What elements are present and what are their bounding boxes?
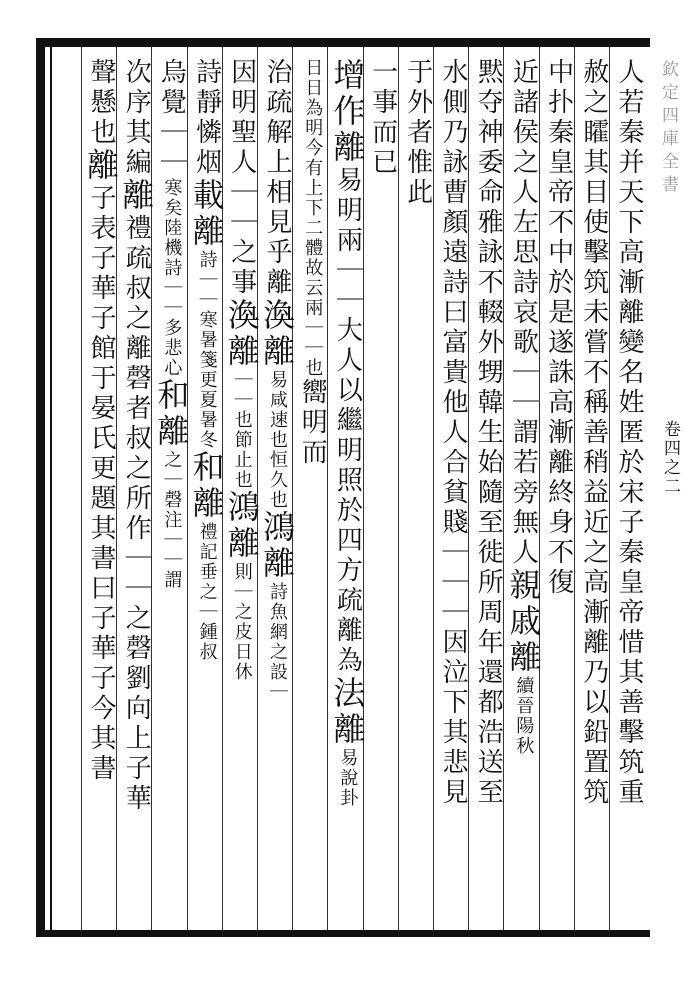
text-segment: 一事而已 xyxy=(367,58,398,178)
headword: 離 xyxy=(82,148,120,184)
text-segment: 之｜磬注｜｜謂 xyxy=(161,450,183,590)
text-column xyxy=(471,58,504,808)
text-segment: 詩靜憐烟 xyxy=(191,58,222,178)
text-segment: 易說卦 xyxy=(337,748,359,808)
text-segment: 禮記垂之｜鍾叔 xyxy=(196,522,218,662)
text-segment: 烏覺｜｜ xyxy=(156,58,187,178)
column-rule xyxy=(398,47,399,930)
text-segment: 嚮明而 xyxy=(297,378,328,468)
text-segment: 則｜之皮日休 xyxy=(231,562,253,682)
headword: 鴻離 xyxy=(222,490,261,562)
text-segment: 續晉陽秋 xyxy=(513,676,535,756)
headword: 渙離 xyxy=(258,298,296,370)
headword: 渙離 xyxy=(222,298,261,370)
headword: 和離 xyxy=(152,378,191,450)
text-column xyxy=(82,58,120,784)
text-column xyxy=(366,58,399,178)
text-segment: 治疏解上相見乎離 xyxy=(262,58,292,298)
text-column xyxy=(152,58,191,590)
text-segment: 詩｜｜寒暑箋更夏暑冬 xyxy=(196,250,218,450)
headword: 和離 xyxy=(187,450,226,522)
text-column xyxy=(222,58,261,682)
book-title-faded: 欽定四庫全書 xyxy=(658,60,678,198)
text-segment: 赦之矐其目使擊筑未嘗不稱善稍益近之高漸離乃以鉛置筑 xyxy=(578,58,609,808)
text-segment: 次序其編 xyxy=(121,58,152,178)
headword: 離 xyxy=(117,178,156,214)
text-column xyxy=(117,58,156,814)
text-column xyxy=(401,58,434,208)
text-segment: 易明兩｜｜大人以繼明照於四方疏離為 xyxy=(332,166,363,676)
headword: 法離 xyxy=(328,676,367,748)
headword: 載離 xyxy=(187,178,226,250)
text-segment: 日日為明今有上下二體故云兩｜｜也 xyxy=(302,58,324,378)
left-border xyxy=(36,38,45,937)
text-segment: 于外者惟此 xyxy=(402,58,433,208)
inner-left-border xyxy=(50,47,52,930)
text-column xyxy=(436,58,469,808)
text-segment: 近諸侯之人左思詩哀歌｜｜謂若旁無人 xyxy=(508,58,539,568)
text-segment: ｜｜也節止也 xyxy=(231,370,253,490)
text-column xyxy=(187,58,226,662)
headword: 親戚離 xyxy=(504,568,543,676)
text-segment: 中扑秦皇帝不中於是遂誅高漸離終身不復 xyxy=(543,58,574,598)
text-segment: 子表子華子館于晏氏更題其書曰子華子今其書 xyxy=(86,184,116,784)
text-segment: 禮疏叔之離磬者叔之所作｜｜之磬劉向上子華 xyxy=(121,214,152,814)
text-column xyxy=(295,58,329,468)
volume-label: 卷四之二 xyxy=(660,420,680,496)
text-segment: 易咸速也恒久也 xyxy=(267,370,288,510)
text-segment: 水側乃詠曹顏遠詩曰富貴他人合貧賤｜｜｜因泣下其悲見 xyxy=(438,58,468,808)
top-border xyxy=(36,38,650,47)
text-column xyxy=(504,58,543,756)
text-column xyxy=(612,58,645,808)
text-column xyxy=(328,58,367,808)
text-segment: 詩魚網之設｜ xyxy=(267,582,288,702)
text-segment: 寒矣陸機詩｜｜多悲心 xyxy=(161,178,183,378)
text-column xyxy=(260,58,294,702)
bottom-border xyxy=(36,930,650,937)
text-column xyxy=(577,58,610,808)
text-segment: 黙夺神委命雅詠不輟外甥韓生始隨至徙所周年還都浩送至 xyxy=(473,58,504,808)
headword: 鴻離 xyxy=(258,510,296,582)
text-column xyxy=(542,58,575,598)
text-segment: 因明聖人｜｜之事 xyxy=(226,58,257,298)
headword: 增作離 xyxy=(328,58,367,166)
text-segment: 聲懸也 xyxy=(86,58,116,148)
text-segment: 人若秦并天下高漸離變名姓匿於宋子秦皇帝惜其善擊筑重 xyxy=(614,58,644,808)
